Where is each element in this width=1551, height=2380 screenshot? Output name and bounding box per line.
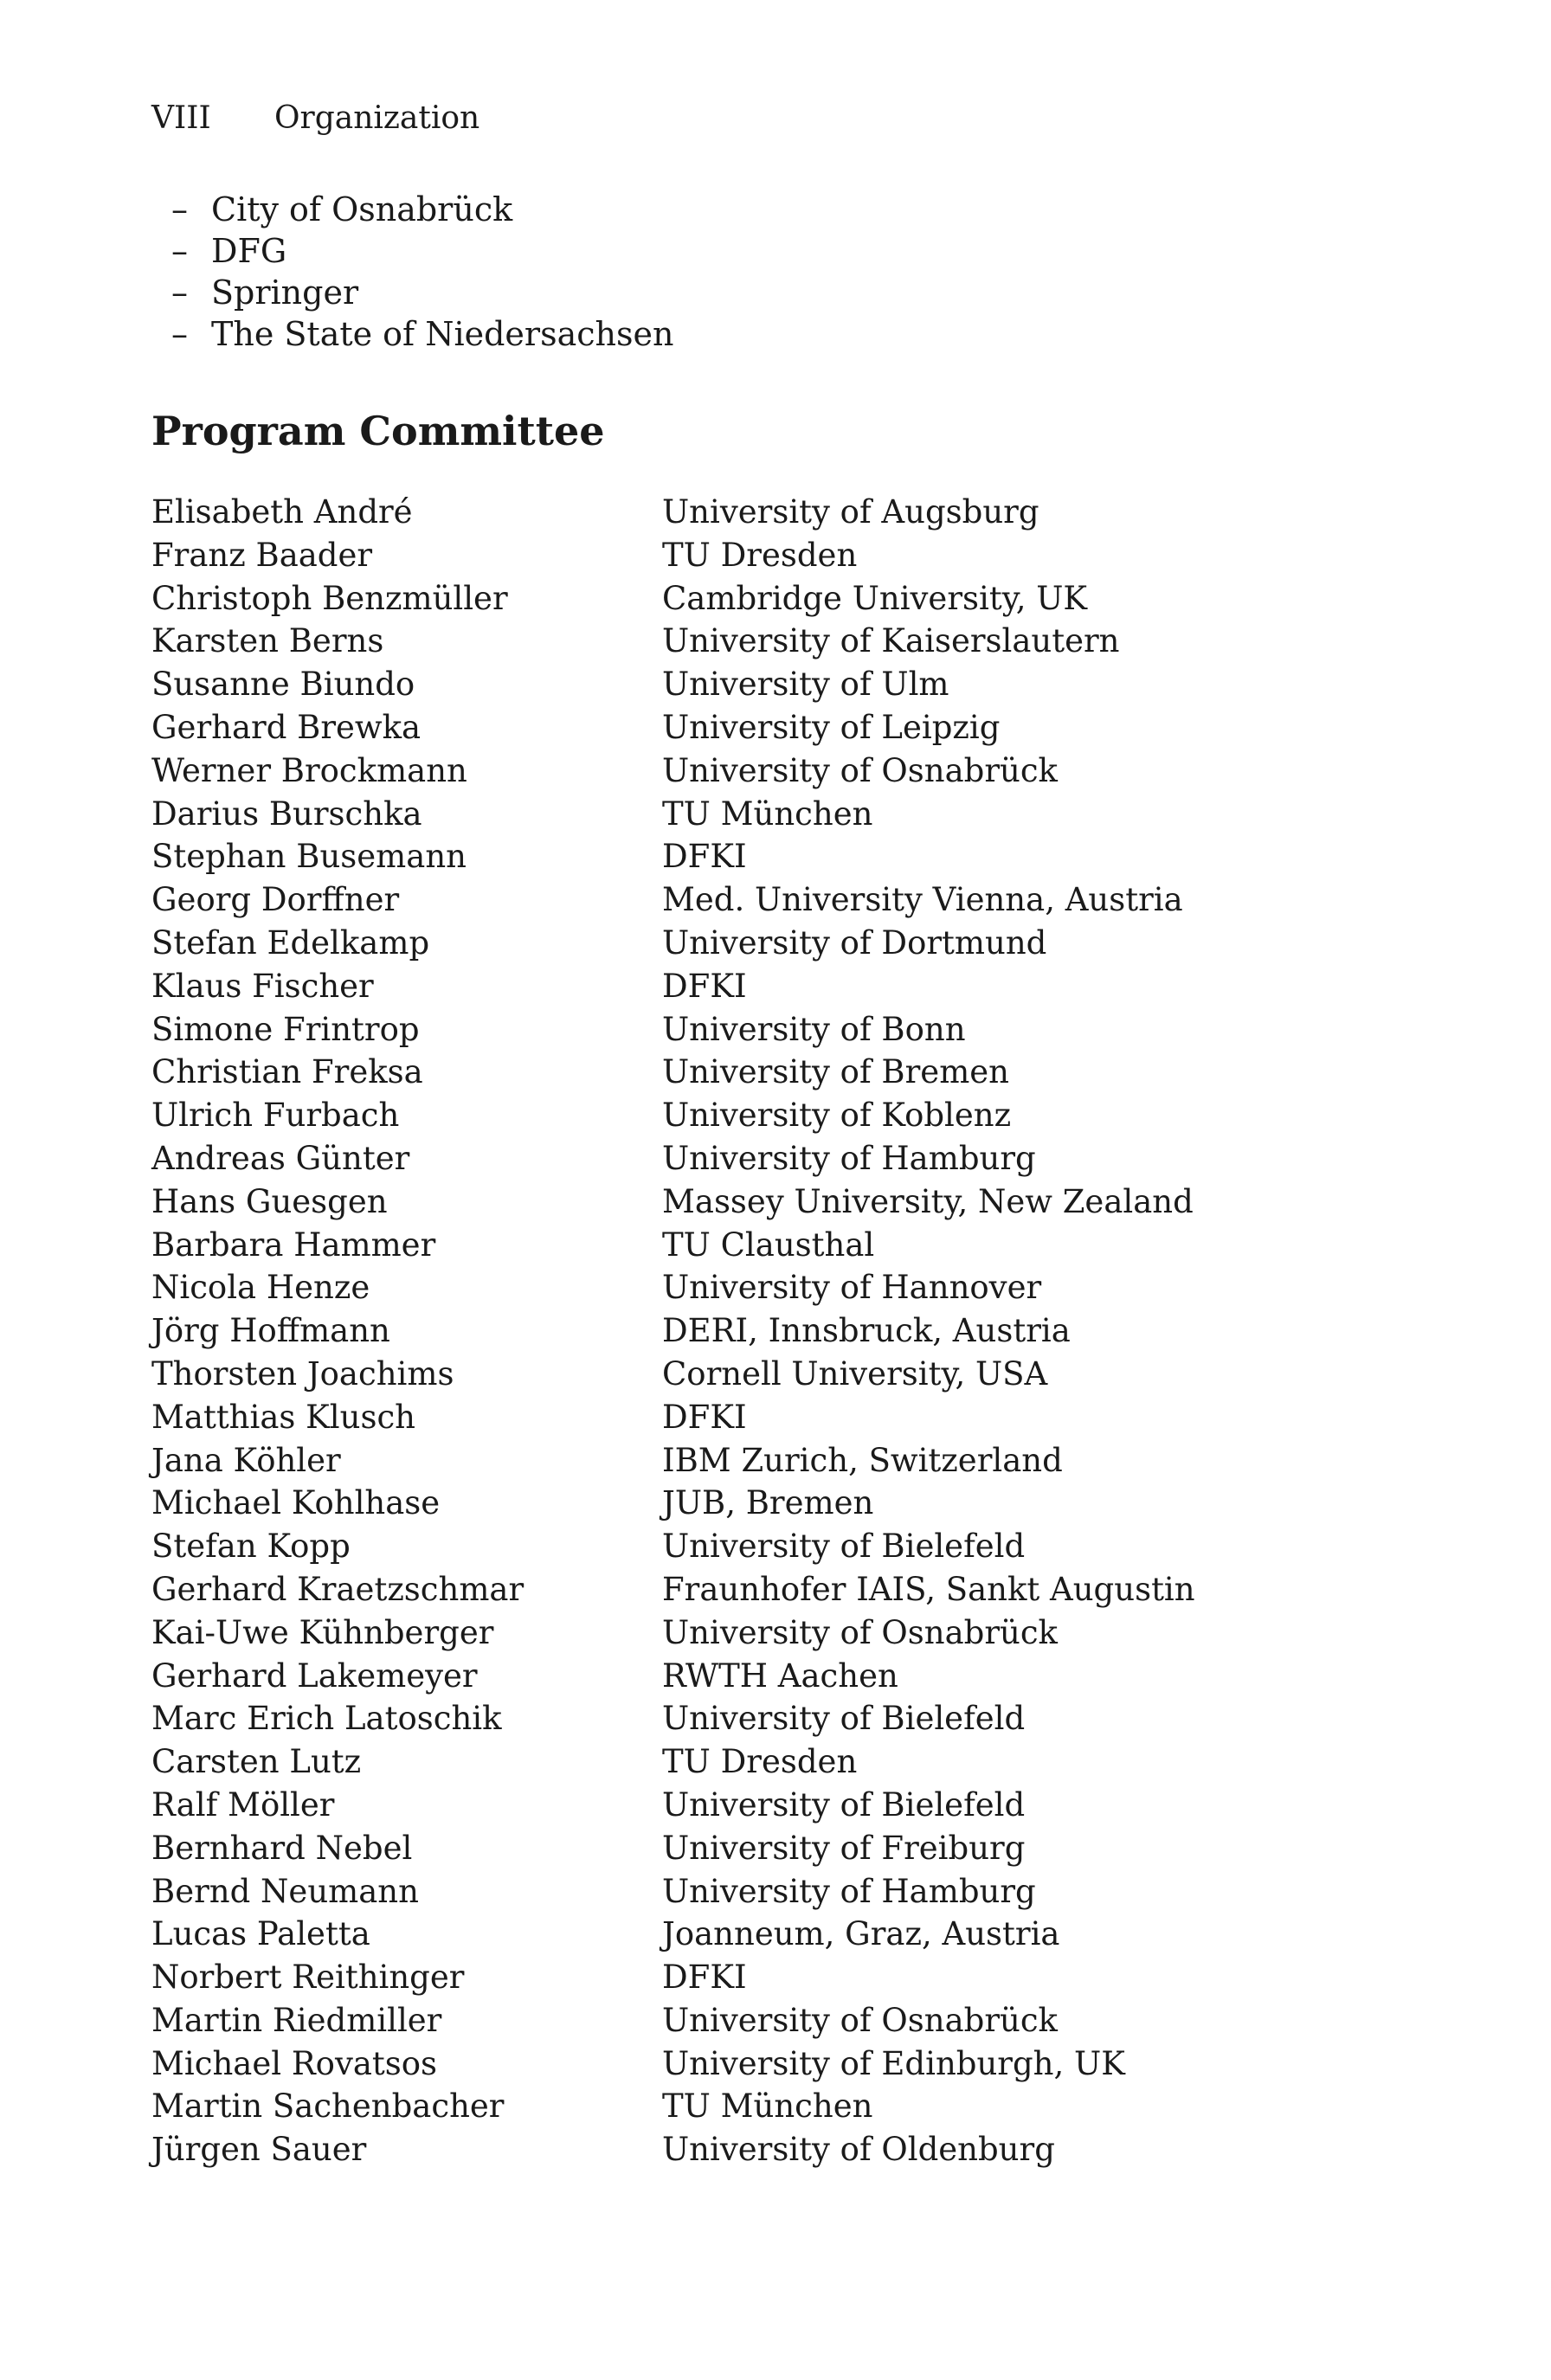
member-name: Matthias Klusch <box>151 1398 415 1436</box>
table-row <box>151 922 1277 965</box>
table-row <box>151 1353 1277 1396</box>
member-affiliation: IBM Zurich, Switzerland <box>662 1441 1063 1479</box>
member-name: Martin Riedmiller <box>151 2001 442 2039</box>
member-name: Marc Erich Latoschik <box>151 1700 502 1738</box>
member-name: Martin Sachenbacher <box>151 2087 505 2126</box>
list-marker: – <box>171 232 188 270</box>
member-name: Jana Köhler <box>151 1441 341 1479</box>
table-row <box>151 534 1277 577</box>
member-affiliation: University of Kaiserslautern <box>662 622 1120 660</box>
member-name: Werner Brockmann <box>151 751 467 789</box>
table-row <box>151 1568 1277 1611</box>
list-item <box>171 272 673 313</box>
list-marker: – <box>171 273 188 312</box>
running-title: Organization <box>274 100 480 136</box>
table-row <box>151 577 1277 621</box>
member-name: Gerhard Brewka <box>151 708 422 746</box>
member-affiliation: DFKI <box>662 1959 747 1997</box>
table-row <box>151 706 1277 749</box>
member-name: Elisabeth André <box>151 493 413 531</box>
member-affiliation: University of Bonn <box>662 1010 966 1048</box>
table-row <box>151 1266 1277 1309</box>
table-row <box>151 620 1277 663</box>
table-row <box>151 1697 1277 1740</box>
list-marker: – <box>171 315 188 353</box>
member-name: Jörg Hoffmann <box>151 1312 390 1350</box>
member-affiliation: TU München <box>662 2087 873 2126</box>
member-name: Gerhard Kraetzschmar <box>151 1570 525 1608</box>
sponsor-name: Springer <box>211 273 359 312</box>
table-row <box>151 1525 1277 1568</box>
member-affiliation: University of Osnabrück <box>662 1613 1058 1651</box>
table-row <box>151 1870 1277 1914</box>
member-affiliation: TU München <box>662 794 873 833</box>
table-row <box>151 1094 1277 1137</box>
member-affiliation: University of Hamburg <box>662 1139 1036 1177</box>
page-number: VIII <box>151 100 211 136</box>
table-row <box>151 835 1277 878</box>
list-item <box>171 313 673 355</box>
member-name: Georg Dorffner <box>151 881 400 919</box>
table-row <box>151 2085 1277 2128</box>
table-row <box>151 1913 1277 1956</box>
member-name: Andreas Günter <box>151 1139 410 1177</box>
committee-table <box>151 491 1277 2171</box>
list-marker: – <box>171 190 188 228</box>
table-row <box>151 878 1277 922</box>
table-row <box>151 1180 1277 1224</box>
running-header <box>151 97 479 140</box>
sponsor-name: DFG <box>211 232 287 270</box>
member-name: Norbert Reithinger <box>151 1959 465 1997</box>
table-row <box>151 1611 1277 1655</box>
member-name: Christian Freksa <box>151 1053 423 1091</box>
list-item <box>171 230 673 272</box>
member-affiliation: University of Dortmund <box>662 923 1047 962</box>
table-row <box>151 1999 1277 2042</box>
member-affiliation: University of Hamburg <box>662 1872 1036 1910</box>
member-affiliation: University of Koblenz <box>662 1097 1012 1135</box>
member-name: Susanne Biundo <box>151 666 415 704</box>
member-name: Carsten Lutz <box>151 1743 362 1781</box>
member-name: Stefan Kopp <box>151 1528 351 1566</box>
member-affiliation: DERI, Innsbruck, Austria <box>662 1312 1071 1350</box>
member-affiliation: Fraunhofer IAIS, Sankt Augustin <box>662 1570 1195 1608</box>
member-affiliation: TU Dresden <box>662 536 858 574</box>
table-row <box>151 1008 1277 1052</box>
member-affiliation: TU Dresden <box>662 1743 858 1781</box>
member-name: Stefan Edelkamp <box>151 923 430 962</box>
table-row <box>151 1740 1277 1784</box>
section-title: Program Committee <box>151 408 605 454</box>
table-row <box>151 663 1277 706</box>
member-name: Christoph Benzmüller <box>151 579 508 617</box>
member-name: Bernhard Nebel <box>151 1829 413 1867</box>
member-affiliation: University of Bremen <box>662 1053 1010 1091</box>
table-row <box>151 2128 1277 2171</box>
member-name: Simone Frintrop <box>151 1010 420 1048</box>
member-name: Stephan Busemann <box>151 838 467 876</box>
member-affiliation: University of Freiburg <box>662 1829 1026 1867</box>
table-row <box>151 1827 1277 1870</box>
table-row <box>151 1051 1277 1094</box>
member-affiliation: University of Augsburg <box>662 493 1039 531</box>
member-affiliation: Joanneum, Graz, Austria <box>662 1915 1060 1953</box>
member-affiliation: DFKI <box>662 838 747 876</box>
table-row <box>151 793 1277 836</box>
member-affiliation: University of Edinburgh, UK <box>662 2044 1125 2082</box>
member-name: Ralf Möller <box>151 1785 335 1824</box>
member-name: Gerhard Lakemeyer <box>151 1656 478 1695</box>
table-row <box>151 1396 1277 1439</box>
table-row <box>151 965 1277 1008</box>
member-name: Darius Burschka <box>151 794 422 833</box>
sponsor-name: City of Osnabrück <box>211 190 513 228</box>
table-row <box>151 1956 1277 1999</box>
member-affiliation: University of Bielefeld <box>662 1700 1026 1738</box>
member-affiliation: DFKI <box>662 1398 747 1436</box>
table-row <box>151 1655 1277 1698</box>
member-affiliation: RWTH Aachen <box>662 1656 898 1695</box>
table-row <box>151 1784 1277 1827</box>
member-affiliation: TU Clausthal <box>662 1225 875 1264</box>
member-name: Barbara Hammer <box>151 1225 436 1264</box>
member-name: Franz Baader <box>151 536 373 574</box>
member-affiliation: University of Osnabrück <box>662 2001 1058 2039</box>
table-row <box>151 749 1277 793</box>
table-row <box>151 2042 1277 2086</box>
table-row <box>151 1482 1277 1525</box>
member-affiliation: University of Bielefeld <box>662 1785 1026 1824</box>
member-affiliation: JUB, Bremen <box>662 1484 874 1522</box>
member-name: Michael Rovatsos <box>151 2044 438 2082</box>
sponsor-list <box>171 189 673 355</box>
member-name: Karsten Berns <box>151 622 384 660</box>
member-affiliation: University of Leipzig <box>662 708 1001 746</box>
member-affiliation: Massey University, New Zealand <box>662 1182 1194 1220</box>
member-affiliation: University of Oldenburg <box>662 2131 1055 2169</box>
member-name: Michael Kohlhase <box>151 1484 441 1522</box>
member-name: Jürgen Sauer <box>151 2131 367 2169</box>
member-name: Thorsten Joachims <box>151 1354 454 1393</box>
table-row <box>151 1137 1277 1180</box>
member-affiliation: University of Ulm <box>662 666 949 704</box>
member-name: Kai-Uwe Kühnberger <box>151 1613 494 1651</box>
table-row <box>151 1439 1277 1483</box>
member-name: Klaus Fischer <box>151 967 374 1005</box>
member-name: Bernd Neumann <box>151 1872 419 1910</box>
member-name: Lucas Paletta <box>151 1915 370 1953</box>
member-name: Ulrich Furbach <box>151 1097 400 1135</box>
list-item <box>171 189 673 230</box>
member-name: Nicola Henze <box>151 1269 370 1307</box>
member-affiliation: Cornell University, USA <box>662 1354 1048 1393</box>
table-row <box>151 1309 1277 1353</box>
member-name: Hans Guesgen <box>151 1182 388 1220</box>
member-affiliation: University of Bielefeld <box>662 1528 1026 1566</box>
member-affiliation: University of Osnabrück <box>662 751 1058 789</box>
sponsor-name: The State of Niedersachsen <box>211 315 674 353</box>
table-row <box>151 491 1277 534</box>
member-affiliation: University of Hannover <box>662 1269 1042 1307</box>
member-affiliation: Med. University Vienna, Austria <box>662 881 1183 919</box>
table-row <box>151 1224 1277 1267</box>
member-affiliation: DFKI <box>662 967 747 1005</box>
member-affiliation: Cambridge University, UK <box>662 579 1088 617</box>
